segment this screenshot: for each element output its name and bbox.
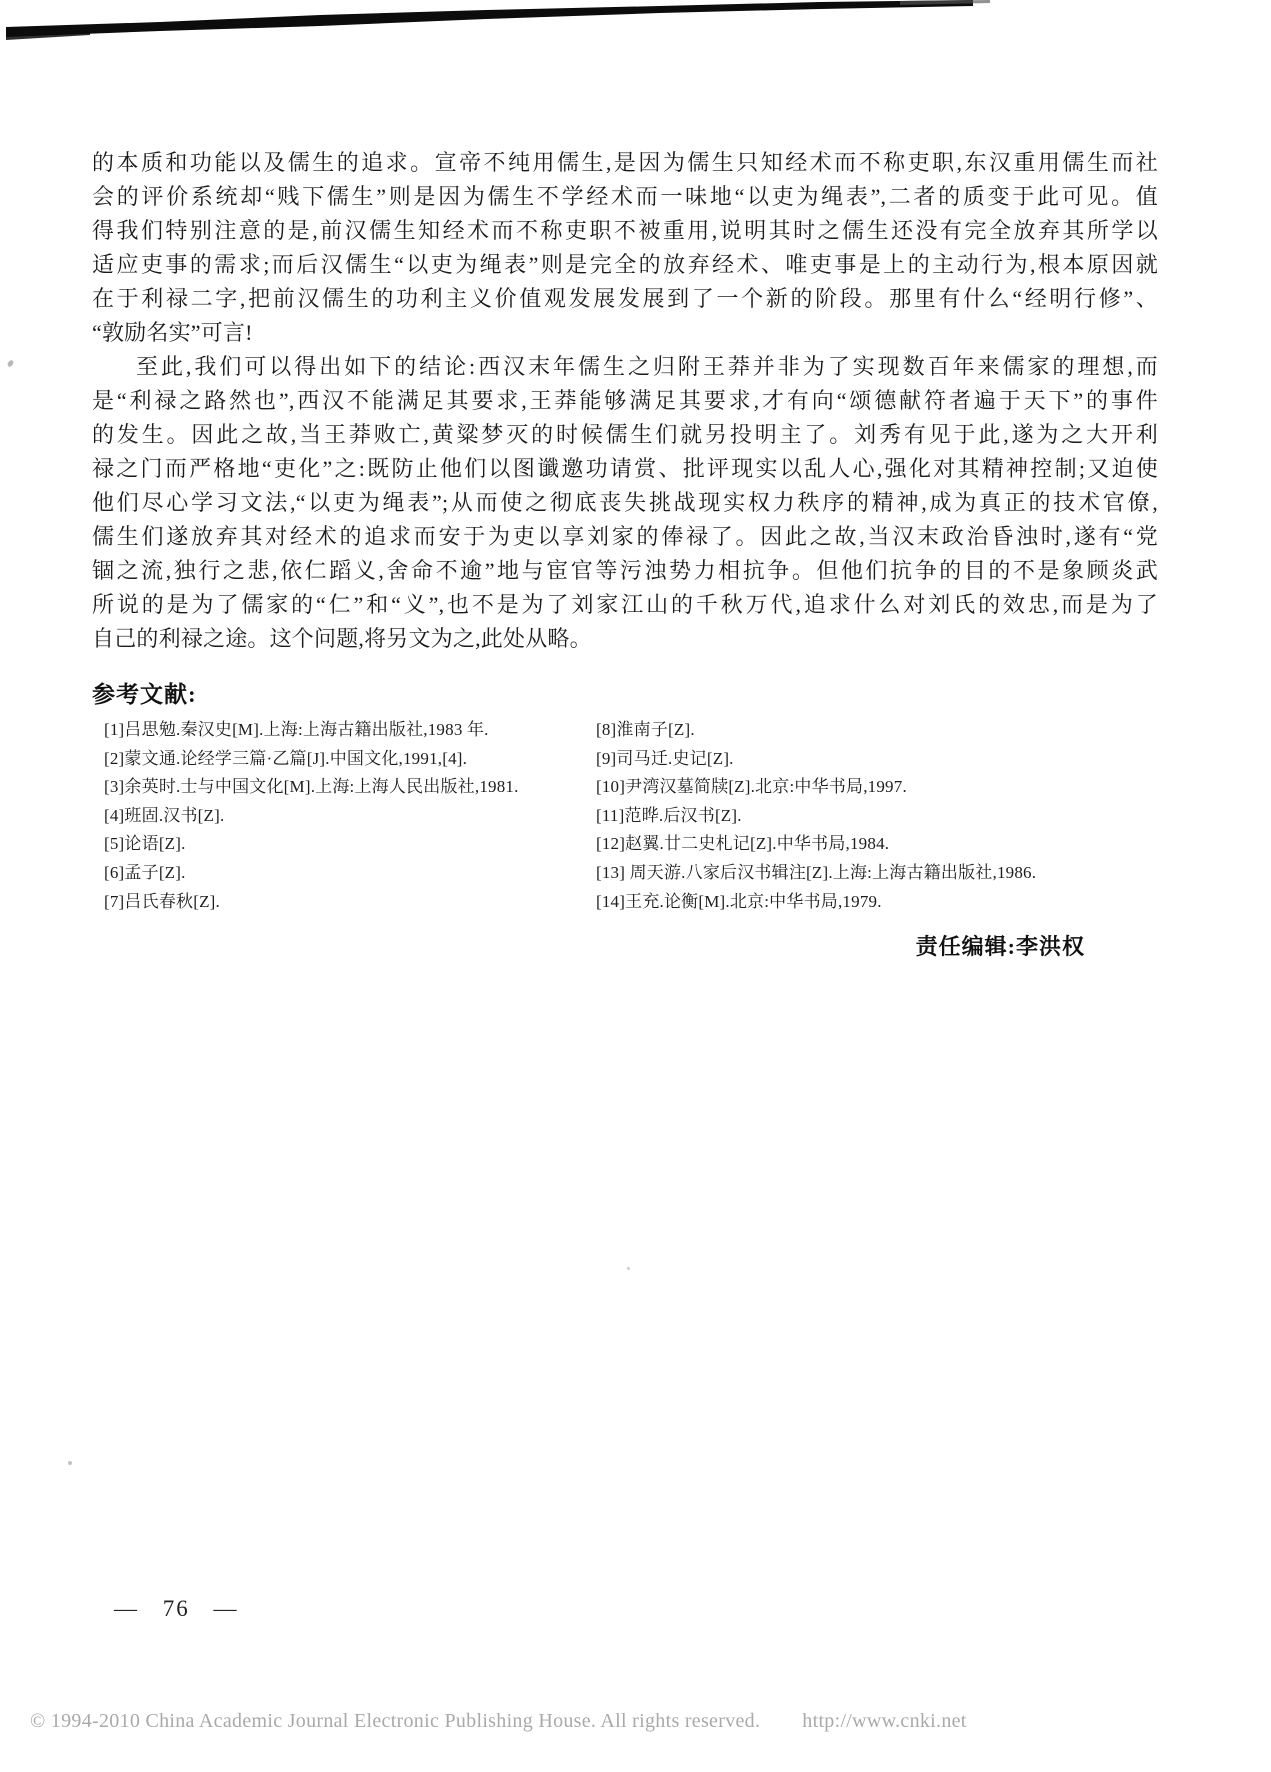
reference-item: [9]司马迁.史记[Z]. [596,748,734,768]
text-line: 是“利禄之路然也”,西汉不能满足其要求,王莽能够满足其要求,才有向“颂德献符者遍于天下”的事件 [92,388,1158,413]
text-line: “敦励名实”可言! [92,320,253,345]
scan-speck [627,1267,630,1270]
references-left-column [104,716,519,916]
scan-speck [6,359,14,368]
reference-item: [1]吕思勉.秦汉史[M].上海:上海古籍出版社,1983 年. [104,720,489,739]
text-line: 所说的是为了儒家的“仁”和“义”,也不是为了刘家江山的千秋万代,追求什么对刘氏的效忠,而是为了 [92,592,1158,617]
page-number: — 76 — [114,1596,239,1621]
references-right-column [596,716,1036,916]
scan-artifact-bar [0,0,1271,48]
reference-item: [8]淮南子[Z]. [596,720,695,739]
text-line: 禄之门而严格地“吏化”之:既防止他们以图谶邀功请赏、批评现实以乱人心,强化对其精神控制;又迫使 [92,456,1158,481]
text-line: 会的评价系统却“贱下儒生”则是因为儒生不学经术而一味地“以吏为绳表”,二者的质变于此可见。值 [92,184,1158,209]
cnki-url: http://www.cnki.net [802,1710,967,1732]
body-paragraph-2 [92,350,1158,656]
reference-item: [3]余英时.士与中国文化[M].上海:上海人民出版社,1981. [104,777,519,797]
text-line: 锢之流,独行之悲,依仁蹈义,舍命不逾”地与宦官等污浊势力相抗争。但他们抗争的目的不是象顾炎武 [92,558,1158,583]
text-line: 自己的利禄之途。这个问题,将另文为之,此处从略。 [92,626,592,651]
text-line: 他们尽心学习文法,“以吏为绳表”;从而使之彻底丧失挑战现实权力秩序的精神,成为真正的技术官僚, [92,490,1158,515]
text-line: 在于利禄二字,把前汉儒生的功利主义价值观发展发展到了一个新的阶段。那里有什么“经明行修”、 [92,286,1158,311]
scan-speck [68,1461,72,1465]
reference-item: [6]孟子[Z]. [104,862,186,882]
reference-item: [14]王充.论衡[M].北京:中华书局,1979. [596,891,882,911]
editor-note: 责任编辑:李洪权 [915,934,1085,959]
reference-item: [4]班固.汉书[Z]. [104,805,225,825]
reference-item: [7]吕氏春秋[Z]. [104,891,220,911]
text-line: 适应吏事的需求;而后汉儒生“以吏为绳表”则是完全的放弃经术、唯吏事是上的主动行为,根本原因就 [92,252,1158,277]
references-heading: 参考文献: [92,682,197,707]
footer [30,1710,967,1733]
reference-item: [13] 周天游.八家后汉书辑注[Z].上海:上海古籍出版社,1986. [596,862,1037,882]
text-line: 至此,我们可以得出如下的结论:西汉末年儒生之归附王莽并非为了实现数百年来儒家的理想,而 [136,354,1158,379]
text-line: 得我们特别注意的是,前汉儒生知经术而不称吏职不被重用,说明其时之儒生还没有完全放弃其所学以 [92,218,1158,243]
text-line: 的本质和功能以及儒生的追求。宣帝不纯用儒生,是因为儒生只知经术而不称吏职,东汉重用儒生而社 [92,150,1158,175]
text-line: 儒生们遂放弃其对经术的追求而安于为吏以享刘家的俸禄了。因此之故,当汉末政治昏浊时,遂有“党 [92,524,1158,549]
body-paragraph-1 [92,146,1158,350]
text-line: 的发生。因此之故,当王莽败亡,黄粱梦灭的时候儒生们就另投明主了。刘秀有见于此,遂为之大开利 [92,422,1158,447]
reference-item: [2]蒙文通.论经学三篇·乙篇[J].中国文化,1991,[4]. [104,748,468,768]
reference-item: [11]范晔.后汉书[Z]. [596,805,742,825]
reference-item: [10]尹湾汉墓简牍[Z].北京:中华书局,1997. [596,777,907,797]
copyright-text: © 1994-2010 China Academic Journal Electronic Publishing House. All rights reserved. [30,1710,761,1732]
reference-item: [5]论语[Z]. [104,834,186,854]
reference-item: [12]赵翼.廿二史札记[Z].中华书局,1984. [596,834,890,854]
